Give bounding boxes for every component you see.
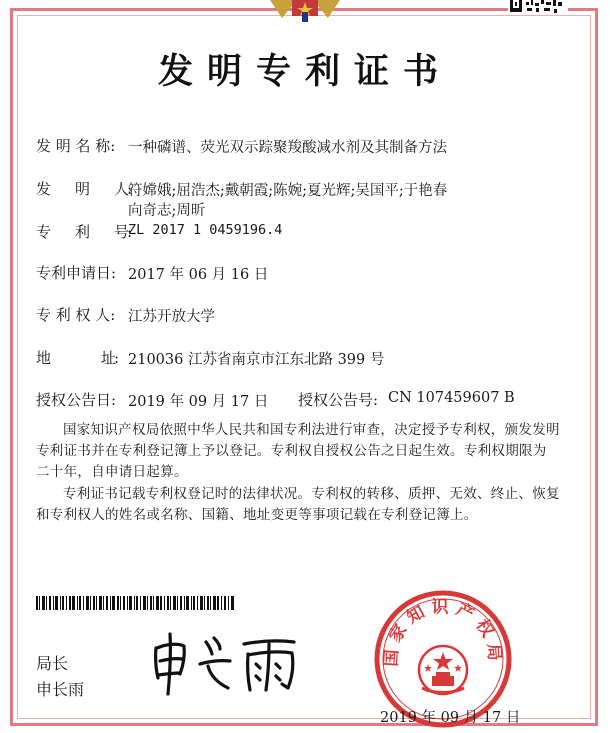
- grant-date-value: 2019 年 09 月 17 日: [128, 394, 269, 410]
- inventors-line2: 向奇志;周昕: [128, 203, 206, 219]
- application-date-value: 2017 年 06 月 16 日: [128, 267, 269, 283]
- qr-code-icon: [508, 0, 568, 14]
- address-value: 210036 江苏省南京市江东北路 399 号: [128, 352, 385, 368]
- director-title: 局长: [36, 654, 69, 673]
- svg-text:国家知识产权局: 国家知识产权局: [381, 597, 505, 668]
- seal-emblem-icon: [419, 646, 467, 694]
- inventors-line1: 符嫦娥;屈浩杰;戴朝霞;陈婉;夏光辉;吴国平;于艳春: [128, 183, 448, 199]
- legal-status-paragraph: 专利证书记载专利权登记时的法律状况。专利权的转移、质押、无效、终止、恢复和专利权人的姓名或名称、国籍、地址变更等事项记载在专利登记簿上。: [36, 486, 560, 523]
- grant-number-label: 授权公告号:: [298, 391, 379, 409]
- director-signature: [148, 628, 308, 698]
- inventors-label: 发 明 人:: [36, 180, 131, 198]
- barcode-icon: [36, 596, 234, 610]
- application-date-label: 专利申请日:: [36, 264, 117, 282]
- director-name: 申长雨: [36, 680, 85, 699]
- seal-date: 2019 年 09 月 17 日: [380, 710, 521, 726]
- invention-name-value: 一种磷谱、荧光双示踪聚羧酸减水剂及其制备方法: [128, 140, 447, 156]
- patentee-value: 江苏开放大学: [128, 309, 215, 325]
- grant-date-label: 授权公告日:: [36, 391, 117, 409]
- patent-number-value: ZL 2017 1 0459196.4: [128, 222, 283, 238]
- patentee-label: 专 利 权 人:: [36, 306, 116, 324]
- address-label: 地 址:: [36, 349, 118, 367]
- grant-number-value: CN 107459607 B: [388, 390, 515, 406]
- grant-paragraph: 国家知识产权局依照中华人民共和国专利法进行审查，决定授予专利权，颁发发明专利证书并在专利登记簿上予以登记。专利权自授权公告之日起生效。专利权期限为二十年，自申请日起算。: [36, 422, 560, 480]
- invention-name-label: 发 明 名 称:: [36, 137, 116, 155]
- patent-number-label: 专 利 号:: [36, 223, 131, 241]
- certificate-title: 发明专利证书: [157, 51, 452, 92]
- national-emblem-icon: [262, 0, 348, 22]
